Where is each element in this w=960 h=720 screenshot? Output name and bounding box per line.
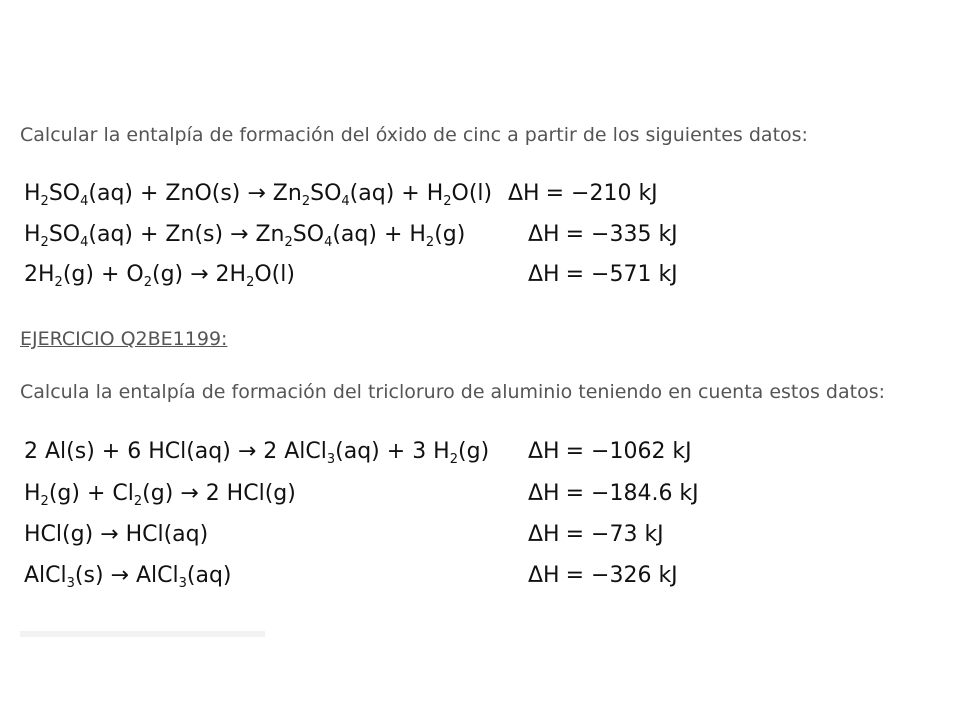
enthalpy-value bbox=[508, 177, 658, 211]
chemical-equation: HCl(g) → HCl(aq) bbox=[24, 522, 209, 547]
problem2-equation-row bbox=[24, 477, 924, 511]
enthalpy-value bbox=[528, 559, 678, 593]
enthalpy-value bbox=[528, 477, 699, 511]
chemical-equation: $H_2SO_4(aq) + ZnO(s) \to Zn_2SO_4(aq) + H_2O(l)$ bbox=[24, 181, 493, 209]
faded-text-line bbox=[20, 631, 265, 637]
enthalpy-value bbox=[528, 435, 692, 469]
chemical-equation: 2 Al(s) + 6 HCl(aq) → 2 AlCl$_3$(aq) + 3 $H_2(g)$ bbox=[24, 439, 490, 467]
chemical-equation: $H_2SO_4(aq) + Zn(s) \to Zn_2SO_4(aq) + H_2(g)$ bbox=[24, 222, 466, 250]
chemical-equation: AlCl$_3$(s) → AlCl$_3$(aq) bbox=[24, 563, 232, 591]
delta-h-value: = −326 kJ bbox=[565, 563, 678, 588]
problem2-equation-row bbox=[24, 559, 924, 593]
delta-h-symbol: ΔH bbox=[528, 439, 560, 464]
delta-h-symbol: ΔH bbox=[528, 522, 560, 547]
enthalpy-value bbox=[528, 258, 678, 292]
delta-h-symbol: ΔH bbox=[528, 222, 560, 247]
problem2-question: Calcula la entalpía de formación del tricloruro de aluminio teniendo en cuenta estos datos: bbox=[20, 381, 886, 403]
delta-h-value: = −73 kJ bbox=[565, 522, 664, 547]
delta-h-value: = −184.6 kJ bbox=[565, 481, 699, 506]
enthalpy-value bbox=[528, 518, 664, 552]
delta-h-symbol: ΔH bbox=[508, 181, 540, 206]
exercise-heading: EJERCICIO Q2BE1199: bbox=[20, 328, 228, 350]
problem1-equation-row bbox=[24, 218, 924, 252]
delta-h-symbol: ΔH bbox=[528, 481, 560, 506]
delta-h-value: = −335 kJ bbox=[565, 222, 678, 247]
delta-h-value: = −571 kJ bbox=[565, 262, 678, 287]
problem1-question: Calcular la entalpía de formación del óxido de cinc a partir de los siguientes datos: bbox=[20, 124, 808, 146]
delta-h-value: = −1062 kJ bbox=[565, 439, 692, 464]
enthalpy-value bbox=[528, 218, 678, 252]
delta-h-symbol: ΔH bbox=[528, 563, 560, 588]
problem2-equation-row bbox=[24, 518, 924, 552]
delta-h-value: = −210 kJ bbox=[545, 181, 658, 206]
problem1-equation-row bbox=[24, 177, 924, 211]
chemical-equation: $H_2(g) + Cl_2(g) \to 2$ HCl(g) bbox=[24, 481, 296, 509]
problem1-equation-row bbox=[24, 258, 924, 292]
delta-h-symbol: ΔH bbox=[528, 262, 560, 287]
chemical-equation: $2H_2(g) + O_2(g) \to 2H_2O(l)$ bbox=[24, 262, 295, 290]
problem2-equation-row bbox=[24, 435, 924, 469]
